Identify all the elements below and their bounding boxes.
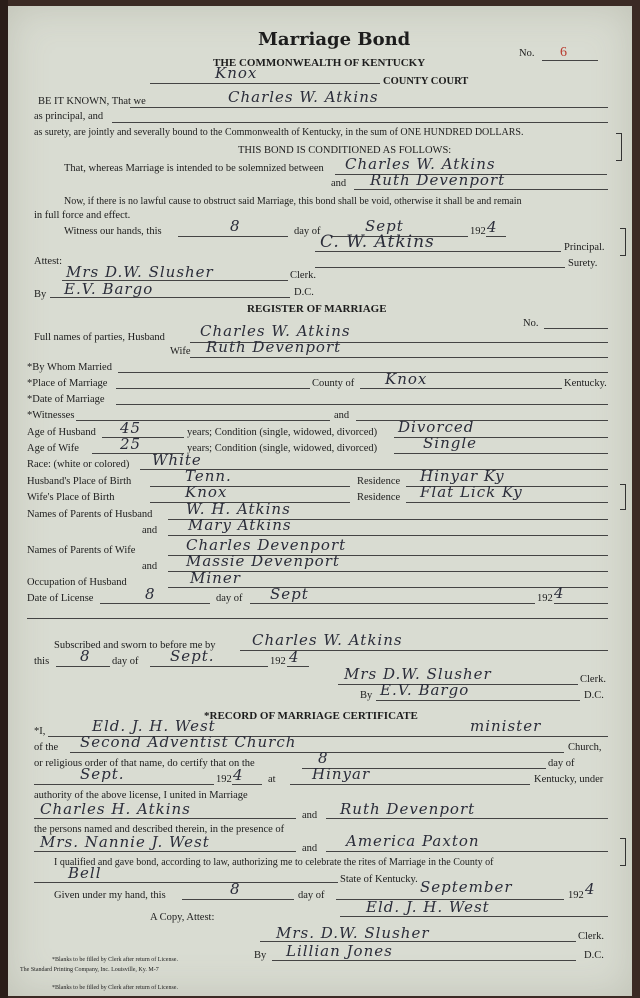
cert-groom-hw: Charles H. Atkins <box>40 800 191 818</box>
footer-note-1: *Blanks to be filled by Clerk after return of License. <box>52 957 178 963</box>
in-full-force: in full force and effect. <box>34 210 131 221</box>
cond-husband-hw: Divorced <box>398 418 475 436</box>
given-day-hw: 8 <box>230 880 241 898</box>
bond-by-label: By <box>34 289 47 300</box>
occupation-hw: Miner <box>190 569 241 587</box>
cert-day-hw: 8 <box>318 749 329 767</box>
bond-clerk-label: Clerk. <box>290 270 316 281</box>
cert-dc-hw: Lillian Jones <box>286 942 393 960</box>
reg-wife-label: Wife <box>170 346 191 357</box>
sub-year-hw: 4 <box>289 648 300 666</box>
bond-year-hw: 4 <box>487 218 498 236</box>
county-court-label: COUNTY COURT <box>383 76 469 87</box>
certificate-title: *RECORD OF MARRIAGE CERTIFICATE <box>204 710 418 722</box>
witness-and: and <box>302 843 318 854</box>
place-label: *Place of Marriage <box>27 378 108 389</box>
date-license-label: Date of License <box>27 593 94 604</box>
reg-dc-label: D.C. <box>584 690 604 701</box>
surety-label: Surety. <box>568 258 598 269</box>
reg-dc-hw: E.V. Bargo <box>380 681 470 699</box>
cert-year-hw: 4 <box>233 766 244 784</box>
husband-residence-label: Residence <box>357 476 401 487</box>
cond-husband-text: years; Condition (single, widowed, divorced) <box>187 427 378 438</box>
sub-day-hw: 8 <box>80 647 91 665</box>
occupation-label: Occupation of Husband <box>27 577 127 588</box>
register-no-label: No. <box>523 318 539 329</box>
given-year-hw: 4 <box>585 880 596 898</box>
husband-residence-hw: Hinyar Ky <box>420 467 505 485</box>
reg-county-hw: Knox <box>385 370 428 388</box>
reg-by-label: By <box>360 690 373 701</box>
county-of-label: County of <box>312 378 355 389</box>
sub-day-of: day of <box>112 656 139 667</box>
church-hw: Second Adventist Church <box>80 733 297 751</box>
as-surety-text: as surety, are jointly and severally bound to the Commonwealth of Kentucky, in the sum of ONE HUNDRED DOLLARS. <box>34 127 524 138</box>
persons-named-text: the persons named and described therein, in the presence of <box>34 824 285 835</box>
cond-wife-text: years; Condition (single, widowed, divorced) <box>187 443 378 454</box>
mother-wife-hw: Massie Devenport <box>186 552 340 570</box>
cert-dc-label: D.C. <box>584 950 604 961</box>
conditioned-heading: THIS BOND IS CONDITIONED AS FOLLOWS: <box>238 145 452 156</box>
age-husband-hw: 45 <box>120 419 142 437</box>
bond-dc-label: D.C. <box>294 287 314 298</box>
age-wife-label: Age of Wife <box>27 443 79 454</box>
church-label: Church, <box>568 742 602 753</box>
husband-birth-label: Husband's Place of Birth <box>27 476 132 487</box>
license-day-hw: 8 <box>145 585 156 603</box>
mother-husband-hw: Mary Atkins <box>188 516 292 534</box>
reg-wife-hw: Ruth Devenport <box>206 338 342 356</box>
license-year-hw: 4 <box>554 584 565 602</box>
cert-place-hw: Hinyar <box>312 765 371 783</box>
parents-husband-and: and <box>142 525 158 536</box>
bond-day-of: day of <box>294 226 321 237</box>
wife-birth-hw: Knox <box>185 483 228 501</box>
wife-residence-hw: Flat Lick Ky <box>420 483 523 501</box>
bond-dc-hw: E.V. Bargo <box>64 280 154 298</box>
as-principal: as principal, and <box>34 111 104 122</box>
cert-clerk-hw: Mrs. D.W. Slusher <box>276 924 430 942</box>
given-day-of: day of <box>298 890 325 901</box>
now-if-text: Now, if there is no lawful cause to obstruct said Marriage, this bond shall be void, otherwise it shall be and remain <box>64 196 522 207</box>
date-marriage-label: *Date of Marriage <box>27 394 105 405</box>
wife-residence-label: Residence <box>357 492 401 503</box>
minister-name-hw: Eld. J. H. West <box>92 717 216 735</box>
register-title: REGISTER OF MARRIAGE <box>247 303 387 315</box>
margin-bracket <box>616 133 622 161</box>
witness1-hw: Mrs. Nannie J. West <box>40 833 210 851</box>
race-hw: White <box>152 451 202 469</box>
bond-bride-hw: Ruth Devenport <box>370 171 506 189</box>
cert-of-the: of the <box>34 742 59 753</box>
husband-birth-hw: Tenn. <box>185 467 232 485</box>
bond-no-value: 6 <box>560 45 567 60</box>
be-it-known: BE IT KNOWN, That we <box>38 96 146 107</box>
age-wife-hw: 25 <box>120 435 142 453</box>
authority-text: authority of the above license, I united in Marriage <box>34 790 248 801</box>
cert-county-hw: Bell <box>68 864 102 882</box>
margin-bracket <box>620 484 626 510</box>
margin-bracket <box>620 838 626 866</box>
bond-principal-hw: Charles W. Atkins <box>228 88 379 106</box>
given-text: Given under my hand, this <box>54 890 166 901</box>
witness2-hw: America Paxton <box>346 832 480 850</box>
page-edge <box>0 0 8 998</box>
by-whom-label: *By Whom Married <box>27 362 112 373</box>
race-label: Race: (white or colored) <box>27 459 130 470</box>
father-husband-hw: W. H. Atkins <box>186 500 291 518</box>
subscribed-label: Subscribed and sworn to before me by <box>54 640 216 651</box>
parents-husband-label: Names of Parents of Husband <box>27 509 153 520</box>
kentucky-under: Kentucky, under <box>534 774 604 785</box>
reg-kentucky: Kentucky. <box>564 378 607 389</box>
license-year-printed: 192 <box>537 593 553 604</box>
cond-wife-hw: Single <box>423 434 478 452</box>
sub-year-printed: 192 <box>270 656 286 667</box>
bond-groom-hw: Charles W. Atkins <box>345 155 496 173</box>
bond-title: Marriage Bond <box>258 29 411 50</box>
license-month-hw: Sept <box>270 585 309 603</box>
father-wife-hw: Charles Devenport <box>186 536 347 554</box>
principal-label: Principal. <box>564 242 605 253</box>
bond-and: and <box>331 178 347 189</box>
a-copy-attest: A Copy, Attest: <box>150 912 215 923</box>
given-year-printed: 192 <box>568 890 584 901</box>
witness-hands: Witness our hands, this <box>64 226 162 237</box>
cert-by-label: By <box>254 950 267 961</box>
cert-bride-hw: Ruth Devenport <box>340 800 476 818</box>
commonwealth-heading: THE COMMONWEALTH OF KENTUCKY <box>213 57 426 69</box>
reg-clerk-hw: Mrs D.W. Slusher <box>344 665 492 683</box>
whereas-text: That, whereas Marriage is intended to be solemnized between <box>64 163 324 174</box>
footer-note-2: *Blanks to be filled by Clerk after return of License. <box>52 985 178 991</box>
qualified-text: I qualified and gave bond, according to law, authorizing me to celebrate the rites of Marriage in the County of <box>54 857 494 868</box>
given-month-hw: September <box>420 878 513 896</box>
reg-husband-hw: Charles W. Atkins <box>200 322 351 340</box>
cert-day-of: day of <box>548 758 575 769</box>
state-ky: State of Kentucky. <box>340 874 418 885</box>
cert-and: and <box>302 810 318 821</box>
parents-wife-and: and <box>142 561 158 572</box>
footer-printer: The Standard Printing Company, Inc. Louisville, Ky. M-7 <box>20 967 159 973</box>
bond-month-hw: Sept <box>365 217 404 235</box>
sub-this: this <box>34 656 50 667</box>
bond-clerk-hw: Mrs D.W. Slusher <box>66 263 214 281</box>
bond-no-label: No. <box>519 48 535 59</box>
license-day-of: day of <box>216 593 243 604</box>
minister-signature-hw: Eld. J. H. West <box>366 898 490 916</box>
religious-order-text: or religious order of that name, do certify that on the <box>34 758 255 769</box>
cert-i: *I, <box>34 726 46 737</box>
full-names-label: Full names of parties, Husband <box>34 332 165 343</box>
cert-year-printed: 192 <box>216 774 232 785</box>
attest-label: Attest: <box>34 256 62 267</box>
cert-clerk-label: Clerk. <box>578 931 604 942</box>
margin-bracket <box>620 228 626 256</box>
cert-at: at <box>268 774 276 785</box>
bond-year-printed: 192 <box>470 226 486 237</box>
age-husband-label: Age of Husband <box>27 427 96 438</box>
bond-county-hw: Knox <box>215 64 258 82</box>
parents-wife-label: Names of Parents of Wife <box>27 545 136 556</box>
wife-birth-label: Wife's Place of Birth <box>27 492 115 503</box>
principal-signature-hw: C. W. Atkins <box>320 232 435 252</box>
subscribed-hw: Charles W. Atkins <box>252 631 403 649</box>
bond-day-hw: 8 <box>230 217 241 235</box>
cert-month-hw: Sept. <box>80 765 125 783</box>
sub-month-hw: Sept. <box>170 647 215 665</box>
reg-clerk-label: Clerk. <box>580 674 606 685</box>
minister-title-hw: minister <box>470 717 542 735</box>
witnesses-label: *Witnesses <box>27 410 75 421</box>
witnesses-and: and <box>334 410 350 421</box>
